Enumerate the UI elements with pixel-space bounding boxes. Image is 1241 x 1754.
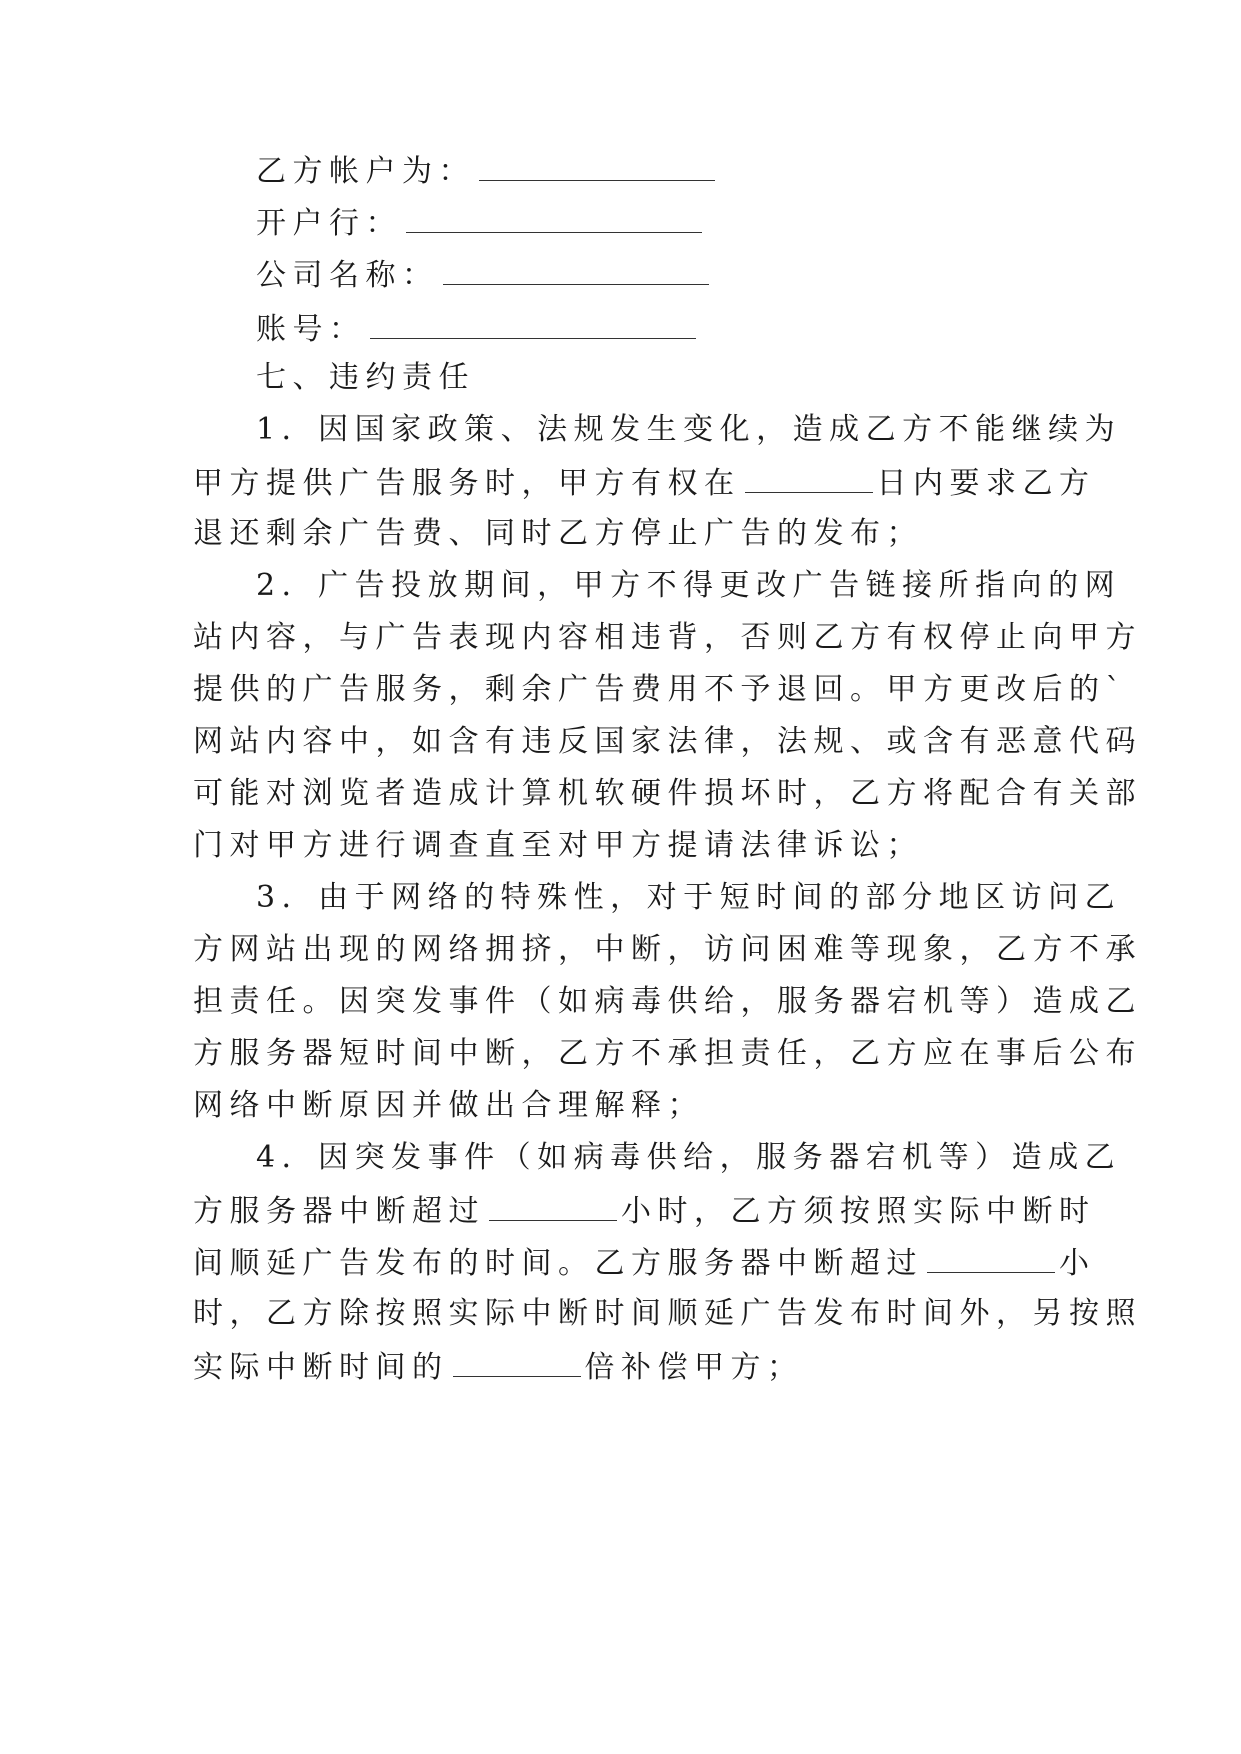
fill-blank-hours — [489, 1190, 617, 1221]
fill-blank — [443, 254, 709, 285]
clause2-line5: 可能对浏览者造成计算机软硬件损坏时，乙方将配合有关部 — [193, 776, 1142, 811]
text-segment: 实际中断时间的 — [193, 1350, 449, 1385]
field-label: 公司名称： — [256, 258, 439, 293]
fill-blank — [406, 202, 702, 233]
field-account-number — [256, 308, 1116, 350]
clause3-line3: 担责任。因突发事件（如病毒供给，服务器宕机等）造成乙 — [193, 984, 1142, 1019]
clause4-line1: 4．因突发事件（如病毒供给，服务器宕机等）造成乙 — [256, 1140, 1122, 1175]
clause3-line5: 网络中断原因并做出合理解释； — [193, 1088, 704, 1123]
clause2-line4: 网站内容中，如含有违反国家法律，法规、或含有恶意代码 — [193, 724, 1142, 759]
clause4-line2 — [193, 1190, 1096, 1232]
field-label: 开户行： — [256, 206, 402, 241]
clause3-line2: 方网站出现的网络拥挤，中断，访问困难等现象，乙方不承 — [193, 932, 1142, 967]
clause4-line3 — [193, 1242, 1096, 1284]
text-segment: 甲方提供广告服务时，甲方有权在 — [193, 466, 741, 501]
text-segment: 间顺延广告发布的时间。乙方服务器中断超过 — [193, 1246, 923, 1281]
clause1-line3: 退还剩余广告费、同时乙方停止广告的发布； — [193, 516, 923, 551]
fill-blank-hours — [927, 1242, 1055, 1273]
text-segment: 倍补偿甲方； — [584, 1350, 804, 1385]
clause2-line3: 提供的广告服务，剩余广告费用不予退回。甲方更改后的` — [193, 672, 1127, 707]
section-title: 七、违约责任 — [256, 360, 475, 395]
clause3-line1: 3．由于网络的特殊性，对于短时间的部分地区访问乙 — [256, 880, 1122, 915]
fill-blank — [370, 308, 696, 339]
clause3-line4: 方服务器短时间中断，乙方不承担责任，乙方应在事后公布 — [193, 1036, 1142, 1071]
clause1-line2 — [193, 462, 1096, 504]
clause4-line5 — [193, 1346, 1053, 1388]
field-label: 账号： — [256, 312, 366, 347]
clause2-line6: 门对甲方进行调查直至对甲方提请法律诉讼； — [193, 828, 923, 863]
text-segment: 方服务器中断超过 — [193, 1194, 485, 1229]
fill-blank — [479, 150, 715, 181]
fill-blank-multiplier — [453, 1346, 581, 1377]
clause4-line4: 时，乙方除按照实际中断时间顺延广告发布时间外，另按照 — [193, 1296, 1142, 1331]
field-label: 乙方帐户为： — [256, 154, 475, 189]
field-account-holder — [256, 150, 1116, 192]
clause1-line1: 1．因国家政策、法规发生变化，造成乙方不能继续为 — [256, 412, 1122, 447]
text-segment: 日内要求乙方 — [876, 466, 1096, 501]
text-segment: 小时，乙方须按照实际中断时 — [621, 1194, 1096, 1229]
field-company-name — [256, 254, 1116, 296]
text-segment: 小 — [1059, 1246, 1096, 1281]
clause2-line2: 站内容，与广告表现内容相违背，否则乙方有权停止向甲方 — [193, 620, 1142, 655]
clause2-line1: 2．广告投放期间，甲方不得更改广告链接所指向的网 — [256, 568, 1122, 603]
fill-blank-days — [745, 462, 873, 493]
field-bank — [256, 202, 1116, 244]
